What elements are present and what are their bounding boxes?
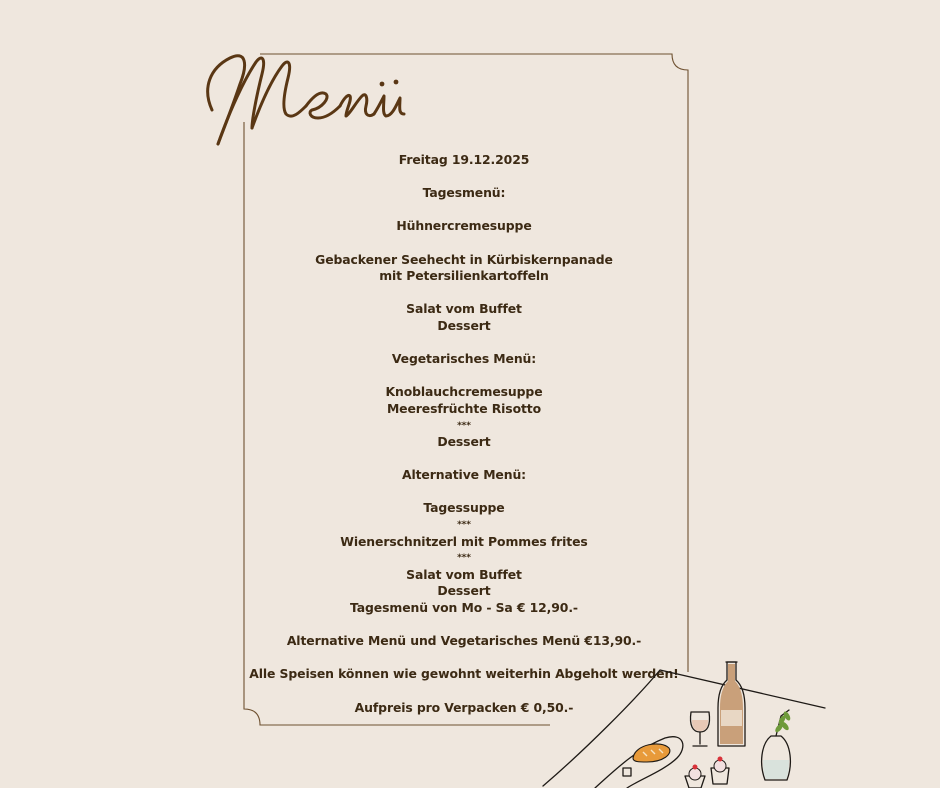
menu-item-dessert: Dessert: [437, 317, 491, 333]
price-alternative-vegetarian: Alternative Menü und Vegetarisches Menü €13,90.-: [286, 633, 642, 649]
separator-stars: ***: [457, 553, 471, 564]
menu-item-dessert: Dessert: [437, 434, 491, 450]
price-tagesmenue: Tagesmenü von Mo - Sa € 12,90.-: [350, 600, 578, 616]
menu-item-soup: Knoblauchcremesuppe: [385, 384, 543, 400]
spacer: [244, 617, 684, 634]
table-illustration-icon: [535, 640, 835, 788]
menu-item-soup: Tagessuppe: [423, 500, 505, 516]
menu-body: [244, 152, 684, 716]
menu-date: Freitag 19.12.2025: [398, 152, 530, 167]
menu-item-main: Gebackener Seehecht in Kürbiskernpanade: [315, 251, 613, 267]
menu-item-main-side: mit Petersilienkartoffeln: [379, 268, 549, 284]
packaging-surcharge: Aufpreis pro Verpacken € 0,50.-: [354, 699, 574, 715]
menu-item-soup: Hühnercremesuppe: [396, 218, 532, 234]
menu-item-dessert: Dessert: [437, 583, 491, 599]
menu-item-salad: Salat vom Buffet: [406, 301, 522, 317]
spacer: [244, 169, 684, 186]
menu-item-salad: Salat vom Buffet: [406, 566, 522, 582]
spacer: [244, 285, 684, 302]
vegetarian-heading: Vegetarisches Menü:: [391, 351, 537, 367]
separator-stars: ***: [457, 420, 471, 431]
menu-title-script: [196, 28, 426, 158]
spacer: [244, 451, 684, 468]
spacer: [244, 368, 684, 385]
pickup-notice: Alle Speisen können wie gewohnt weiterhin Abgeholt werden!: [249, 666, 679, 682]
alternative-heading: Alternative Menü:: [401, 467, 527, 483]
spacer: [244, 235, 684, 252]
menu-item-main: Meeresfrüchte Risotto: [386, 400, 542, 416]
separator-stars: ***: [457, 520, 471, 531]
spacer: [244, 202, 684, 219]
spacer: [244, 335, 684, 352]
tagesmenue-heading: Tagesmenü:: [422, 185, 506, 201]
menu-item-main: Wienerschnitzerl mit Pommes frites: [340, 533, 588, 549]
spacer: [244, 484, 684, 501]
